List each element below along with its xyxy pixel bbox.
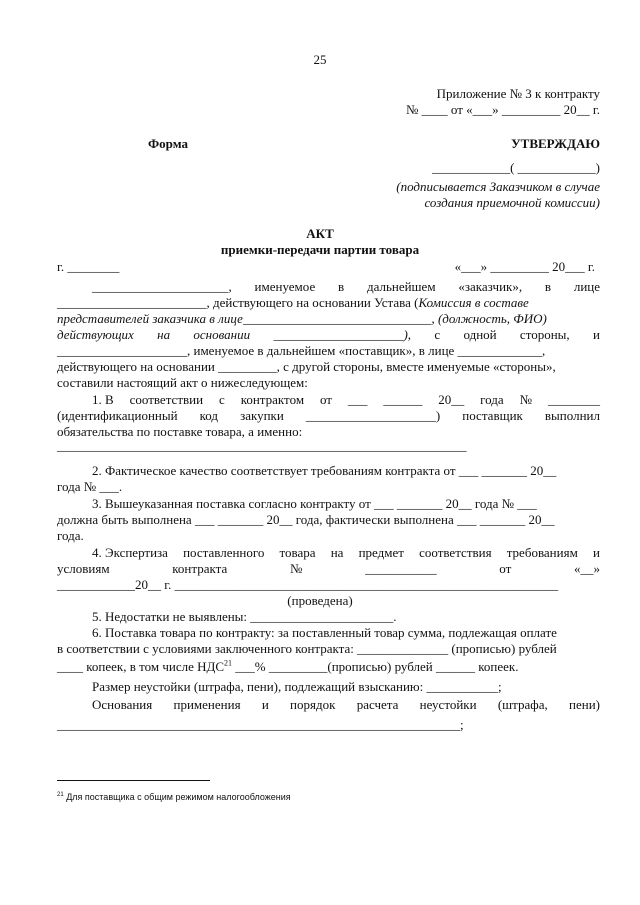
item-3-line-3: года. <box>57 528 84 543</box>
penalty-amount-line: Размер неустойки (штрафа, пени), подлежащий взысканию: ___________; <box>92 679 502 694</box>
item-6-line-2: в соответствии с условиями заключенного контракта: ______________ (прописью) рублей <box>57 641 557 656</box>
approval-note-line1: (подписывается Заказчиком в случае <box>396 179 600 194</box>
item-5-line: 5. Недостатки не выявлены: ______________________. <box>92 609 397 624</box>
intro-line-1: _____________________, именуемое в дальнейшем «заказчик», в лице <box>92 279 600 294</box>
place-city: г. ________ <box>57 259 120 274</box>
intro-line-4: действующих на основании ____________________), с одной стороны, и <box>57 327 600 342</box>
item-6-line-3: ____ копеек, в том числе НДС$^{21}$ ___% _________(прописью) рублей ______ копеек. <box>57 658 519 674</box>
item-1-line-2: (идентификационный код закупки ____________________) поставщик выполнил <box>57 408 600 423</box>
item-2-line-2: года № ___. <box>57 479 123 494</box>
footnote-separator <box>57 780 210 781</box>
intro-line-5: ____________________, именуемое в дальнейшем «поставщик», в лице _____________, <box>57 343 546 358</box>
intro-line-2: _______________________, действующего на основании Устава (Комиссия в составе <box>57 295 529 310</box>
document-subtitle: приемки-передачи партии товара <box>220 242 420 257</box>
signature-line: ____________( ____________) <box>432 160 600 175</box>
approve-label: УТВЕРЖДАЮ <box>511 136 600 151</box>
item-1-line-3: обязательства по поставке товара, а именно: <box>57 424 303 439</box>
footnote-ref-21: 21 <box>224 658 233 668</box>
item-4-line-3: ____________20__ г. ___________________________________________________________ <box>57 577 559 592</box>
item-2-line-1: 2. Фактическое качество соответствует требованиям контракта от ___ _______ 20__ <box>92 463 557 478</box>
item-1-blank-line: _______________________________________________________________ <box>57 438 467 453</box>
intro-line-6: действующего на основании _________, с другой стороны, вместе именуемые «стороны», <box>57 359 556 374</box>
document-title: АКТ <box>306 226 334 241</box>
item-4-caption: (проведена) <box>287 593 353 608</box>
intro-line-3: представителей заказчика в лице_____________________________, (должность, ФИО) <box>57 311 547 326</box>
penalty-basis-line-1: Основания применения и порядок расчета неустойки (штрафа, пени) <box>92 697 600 712</box>
item-4-line-2: условиям контракта № ___________ от «__» <box>57 561 600 576</box>
intro-line-7: составили настоящий акт о нижеследующем: <box>57 375 308 390</box>
place-date: «___» _________ 20___ г. <box>454 259 595 274</box>
penalty-basis-line-2: ______________________________________________________________; <box>57 717 464 732</box>
footnote: $^{21}$ Для поставщика с общим режимом налогообложения <box>57 792 291 802</box>
form-label: Форма <box>148 136 188 151</box>
item-6-line-1: 6. Поставка товара по контракту: за поставленный товар сумма, подлежащая оплате <box>92 625 557 640</box>
page-number: 25 <box>313 52 327 67</box>
item-4-line-1: 4. Экспертиза поставленного товара на предмет соответствия требованиям и <box>92 545 600 560</box>
item-3-line-2: должна быть выполнена ___ _______ 20__ года, фактически выполнена ___ _______ 20__ <box>57 512 555 527</box>
item-1-line-1: 1. В соответствии с контрактом от ___ ______ 20__ года № ________ <box>92 392 600 407</box>
item-3-line-1: 3. Вышеуказанная поставка согласно контракту от ___ _______ 20__ года № ___ <box>92 496 537 511</box>
approval-note-line2: создания приемочной комиссии) <box>424 195 600 210</box>
annex-title: Приложение № 3 к контракту <box>436 86 600 101</box>
annex-contract-ref: № ____ от «___» _________ 20__ г. <box>405 102 600 117</box>
